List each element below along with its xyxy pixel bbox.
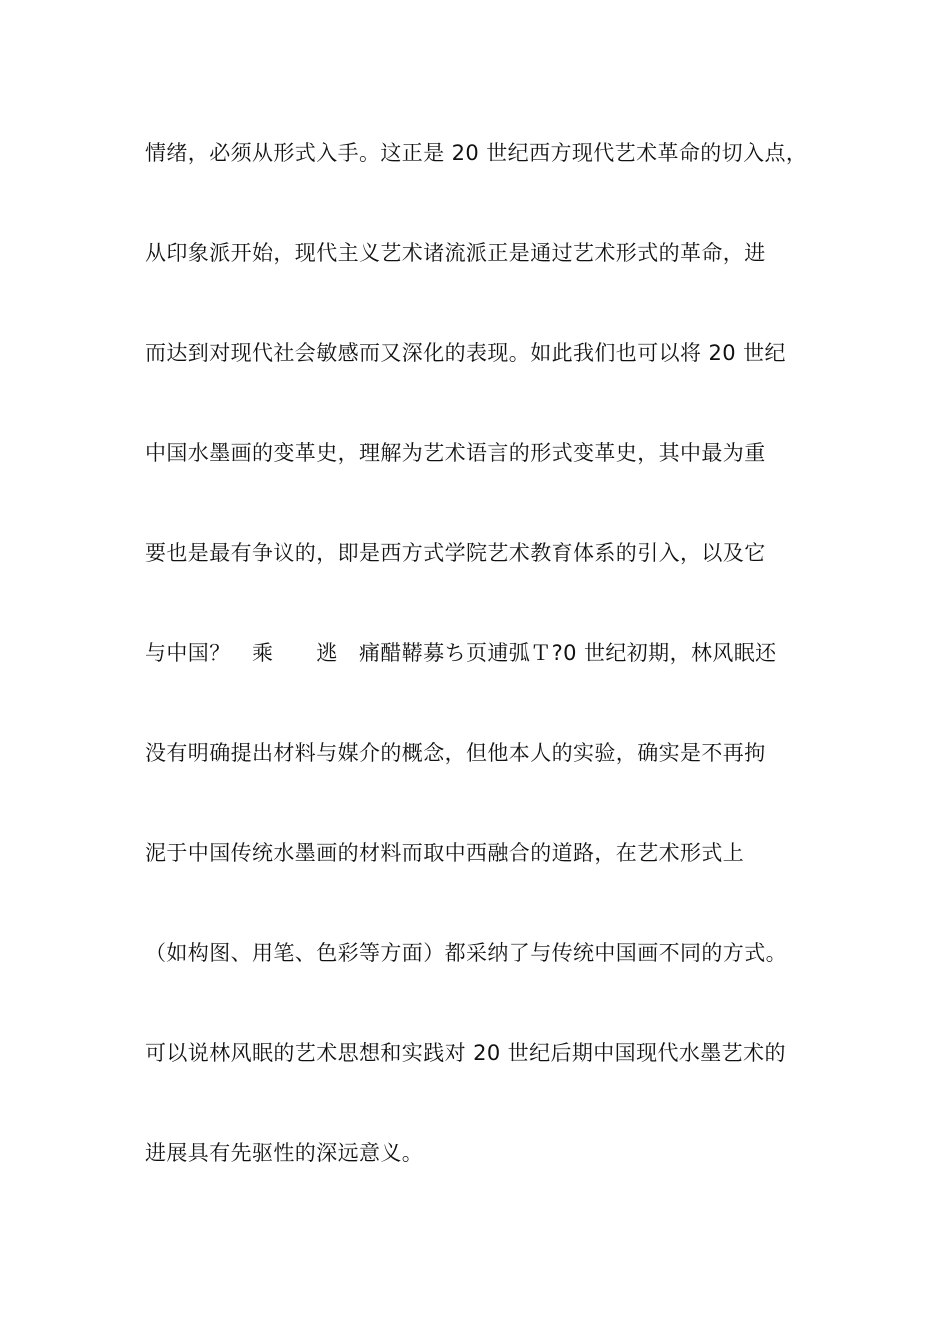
text-line: 而达到对现代社会敏感而又深化的表现。如此我们也可以将 20 世纪 [145, 341, 786, 365]
text-line: 进展具有先驱性的深远意义。 [145, 1141, 424, 1165]
text-line: 情绪，必须从形式入手。这正是 20 世纪西方现代艺术革命的切入点， [145, 141, 808, 165]
text-line: 可以说林风眠的艺术思想和实践对 20 世纪后期中国现代水墨艺术的 [145, 1041, 786, 1065]
text-line: 从印象派开始，现代主义艺术诸流派正是通过艺术形式的革命，进 [145, 241, 766, 265]
text-line: 中国水墨画的变革史，理解为艺术语言的形式变革史，其中最为重 [145, 441, 766, 465]
text-line: 泥于中国传统水墨画的材料而取中西融合的道路，在艺术形式上 [145, 841, 745, 865]
text-line: 要也是最有争议的，即是西方式学院艺术教育体系的引入，以及它 [145, 541, 766, 565]
body-text [145, 130, 825, 1230]
text-line: （如构图、用笔、色彩等方面）都采纳了与传统中国画不同的方式。 [145, 941, 787, 965]
text-line: 与中国？ 乘 逃 痛醋鞯募ち页逋弧Ｔ?0 世纪初期，林风眠还 [145, 641, 777, 665]
text-line: 没有明确提出材料与媒介的概念，但他本人的实验，确实是不再拘 [145, 741, 766, 765]
